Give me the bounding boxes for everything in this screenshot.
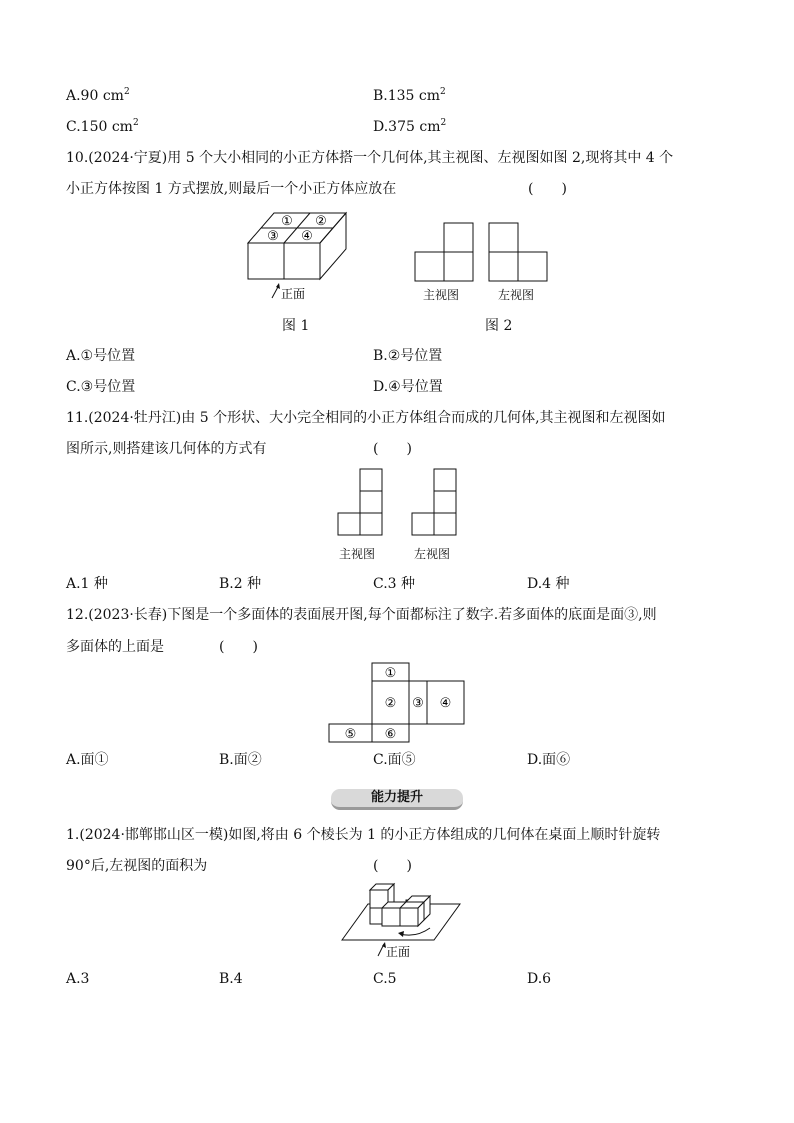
q10-caption-fig1: 图 1 [282,318,310,334]
q10-fig1-label-3: ③ [267,229,279,244]
q9-option-c: C.150 $cm^2$ [66,118,139,135]
q10-figure-2-left-view [486,220,550,284]
q9-option-a: A.90 $cm^2$ [66,87,130,104]
q12-answer-paren: ( ) [219,639,258,655]
p1-option-a: A.3 [66,971,90,987]
p1-option-d: D.6 [527,971,552,987]
q12-net-figure [326,660,468,746]
q10-caption-fig2: 图 2 [485,318,513,334]
p1-front-label: 正面 [386,945,411,959]
q11-option-b: B.2 种 [219,576,262,592]
q10-option-c: C.③号位置 [66,379,136,395]
q11-stem-line1: 11.(2024·牡丹江)由 5 个形状、大小完全相同的小正方体组合而成的几何体,其主视图和左视图如 [66,410,666,426]
q12-net-label-3: ③ [412,696,424,711]
q9-option-d: D.375 $cm^2$ [373,118,447,135]
p1-figure-cubes-on-table [338,878,462,962]
q12-net-label-5: ⑤ [344,727,357,742]
q10-option-b: B.②号位置 [373,348,443,364]
q11-main-view [335,466,385,542]
q10-figure-1 [240,205,360,305]
p1-option-c: C.5 [373,971,397,987]
q12-net-label-6: ⑥ [384,727,397,742]
q11-left-view [409,466,459,542]
p1-option-b: B.4 [219,971,243,987]
q10-fig1-front-label: 正面 [281,287,306,301]
q11-left-view-label: 左视图 [414,547,451,561]
q11-option-d: D.4 种 [527,576,570,592]
q12-option-a: A.面① [66,752,109,768]
q10-fig1-label-2: ② [315,214,327,229]
q10-option-d: D.④号位置 [373,379,443,395]
q11-stem-line2: 图所示,则搭建该几何体的方式有 [66,441,267,457]
q12-option-c: C.面⑤ [373,752,416,768]
q10-main-view-label: 主视图 [423,288,460,302]
p1-answer-paren: ( ) [373,858,412,874]
q10-option-a: A.①号位置 [66,348,136,364]
q10-fig1-label-1: ① [281,214,293,229]
q10-stem-line1: 10.(2024·宁夏)用 5 个大小相同的小正方体搭一个几何体,其主视图、左视图如图 2,现将其中 4 个 [66,150,674,166]
p1-stem-line1: 1.(2024·邯郸邯山区一模)如图,将由 6 个棱长为 1 的小正方体组成的几何体在桌面上顺时针旋转 [66,827,661,843]
q11-option-c: C.3 种 [373,576,416,592]
p1-stem-line2: 90°后,左视图的面积为 [66,858,208,874]
q10-left-view-label: 左视图 [498,288,535,302]
q12-net-label-1: ① [384,666,397,681]
q10-answer-paren: ( ) [528,181,567,197]
q10-fig1-label-4: ④ [301,229,313,244]
q11-option-a: A.1 种 [66,576,108,592]
q11-main-view-label: 主视图 [339,547,376,561]
q12-net-label-2: ② [384,696,397,711]
q12-option-b: B.面② [219,752,262,768]
q10-figure-2-main-view [412,220,476,284]
q11-answer-paren: ( ) [373,441,412,457]
q12-stem-line2: 多面体的上面是 [66,639,164,655]
section-banner-ability: 能力提升 [331,789,463,810]
q12-net-label-4: ④ [439,696,452,711]
q9-option-b: B.135 $cm^2$ [373,87,446,104]
q12-stem-line1: 12.(2023·长春)下图是一个多面体的表面展开图,每个面都标注了数字.若多面体的底面是面③,则 [66,607,657,623]
q10-stem-line2: 小正方体按图 1 方式摆放,则最后一个小正方体应放在 [66,181,397,197]
q12-option-d: D.面⑥ [527,752,571,768]
